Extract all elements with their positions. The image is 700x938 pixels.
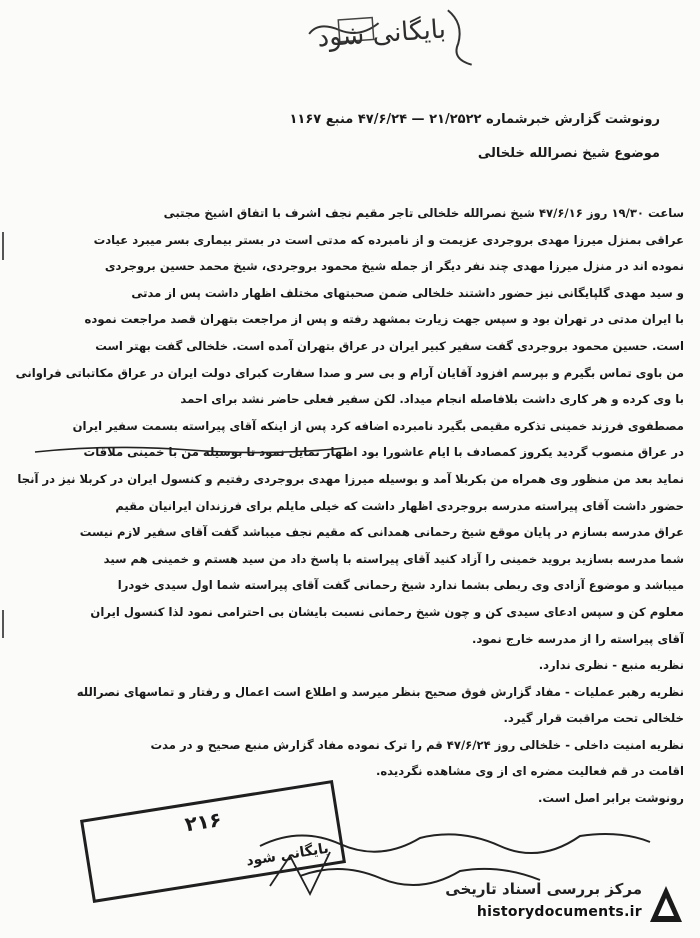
margin-mark xyxy=(2,610,12,638)
top-handwritten-stamp xyxy=(298,1,492,84)
security-opinion-line: نظریه امنیت داخلی - خلخالی روز ۴۷/۶/۲۴ قم را ترک نموده مفاد گزارش منبع صحیح و در مدت xyxy=(150,737,684,752)
body-line: ساعت ۱۹/۳۰ روز ۴۷/۶/۱۶ شیخ نصرالله خلخالی تاجر مقیم نجف اشرف با اتفاق اشیخ مجتبی xyxy=(163,206,684,220)
top-stamp-text: بایگانی شود xyxy=(316,14,447,54)
body-line: با وی کرده و هر کاری داشت بلافاصله انجام میداد. لکن سفیر فعلی حاضر نشد برای احمد xyxy=(180,392,684,407)
body-line: عراقی بمنزل میرزا مهدی بروجردی عزیمت و از نامبرده که مدتی است در بستر بیماری بسر میبرد عیادت xyxy=(93,232,684,247)
stamp-number: ۲۱۶ xyxy=(183,807,224,837)
body-line: خلخالی تحت مراقبت قرار گیرد. xyxy=(503,711,684,726)
body-line: نموده اند در منزل میرزا مهدی چند نفر دیگر از جمله شیخ محمود بروجردی، شیخ محمد حسین بروجردی xyxy=(104,259,684,274)
watermark-url: historydocuments.ir xyxy=(476,904,642,920)
copy-certification-line: رونوشت برابر اصل است. xyxy=(538,791,684,806)
watermark xyxy=(368,878,688,930)
underline-scribble-icon xyxy=(30,440,350,460)
watermark-title: مرکز بررسی اسناد تاریخی xyxy=(445,880,642,898)
body-line: حضور داشت آقای پیراسته مدرسه بروجردی اظهار داشت که خیلی مایلم برای فرزندان ایرانیان مقیم xyxy=(115,498,684,513)
body-line: میباشد و موضوع آزادی وی ربطی بشما ندارد شیخ رحمانی گفت آقای پیراسته شما اول سیدی خودرا xyxy=(117,578,684,593)
report-subject: موضوع شیخ نصرالله خلخالی xyxy=(477,146,660,161)
body-line: عراق مدرسه بسازم در پایان موقع شیخ رحمانی همدانی که مقیم نجف میباشد گفت آقای سفیر لازم نیست xyxy=(79,525,684,540)
body-line: من باوی تماس بگیرم و بپرسم افزود آقایان آرام و بی سر و صدا سفارت کبرای دولت ایران در عراق مکاتباتی فراوانی xyxy=(15,365,684,380)
body-line: و سید مهدی گلپایگانی نیز حضور داشتند خلخالی ضمن صحبتهای مختلف اظهار داشت پس از مدتی xyxy=(131,285,684,300)
body-line: با ایران مدتی در تهران بود و سپس جهت زیارت بمشهد رفته و پس از مراجعت بتهران قصد مراجعت نموده xyxy=(84,312,684,327)
report-body xyxy=(14,200,684,812)
body-line: مصطفوی فرزند خمینی تذکره مقیمی بگیرد نامبرده اضافه کرد پس از اینکه آقای پیراسته بسمت سفیر ایران xyxy=(72,418,684,433)
body-line: آقای پیراسته را از مدرسه خارج نمود. xyxy=(472,631,684,646)
margin-mark xyxy=(2,232,12,260)
source-opinion-line: نظریه منبع - نظری ندارد. xyxy=(538,658,684,673)
body-line: شما مدرسه بسازید بروید خمینی را آزاد کنید آقای پیراسته با پاسخ داد من سید هستم و خمینی هم سید xyxy=(103,551,684,566)
operations-opinion-line: نظریه رهبر عملیات - مفاد گزارش فوق صحیح بنظر میرسد و اطلاع است اعمال و رفتار و تماسهای نصرالله xyxy=(76,684,684,699)
body-line: معلوم کن و سپس ادعای سیدی کن و چون شیخ رحمانی نسبت بایشان بی احترامی نمود لذا کنسول ایران xyxy=(90,604,684,619)
archive-logo-icon xyxy=(646,882,686,926)
body-line: نماید بعد من منظور وی همراه من بکربلا آمد و بوسیله میرزا مهدی بروجردی رفتیم و کنسول ایران در کربلا نیز در آنجا xyxy=(17,471,684,486)
report-header: رونوشت گزارش خبرشماره ۲۱/۲۵۲۲ — ۴۷/۶/۲۴ منبع ۱۱۶۷ xyxy=(289,112,660,127)
body-line: اقامت در قم فعالیت مضره ای از وی مشاهده نگردیده. xyxy=(375,764,684,779)
body-line: است. حسین محمود بروجردی گفت سفیر کبیر ایران در عراق بتهران آمده است. خلخالی گفت بهتر است xyxy=(95,338,684,353)
body-line: در عراق منصوب گردید یکروز کمصادف با ایام عاشورا بود اظهار تمایل نمود تا بوسیله من با خمینی ملاقات xyxy=(83,445,684,460)
stamp-label: بایگانی شود xyxy=(245,840,330,870)
